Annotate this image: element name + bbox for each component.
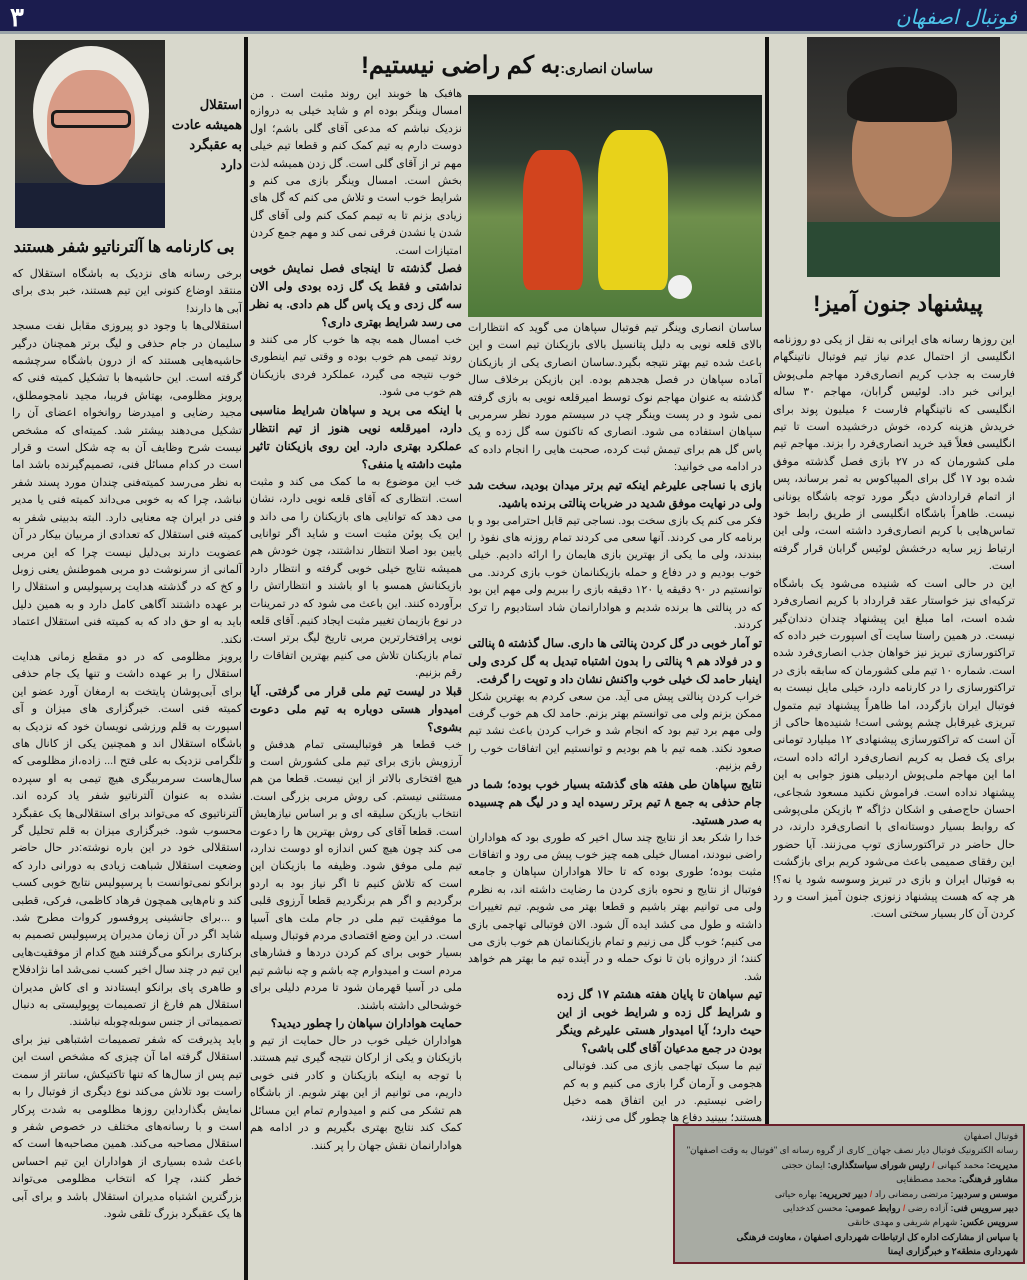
credits-thanks: با سپاس از مشارکت اداره کل ارتباطات شهرداری اصفهان ، معاونت فرهنگی [736, 1231, 1018, 1242]
credits-tech: دبیر سرویس فنی: آزاده رضی / روابط عمومی: محسن کدخدایی [782, 1203, 1018, 1214]
interview-question: بازی با نساجی علیرغم اینکه تیم برتر میدان بودید، سخت شد ولی در نهایت موفق شدید در ضربات پنالتی برنده باشید. [468, 478, 762, 510]
interview-question: نتایج سپاهان طی هفته های گذشته بسیار خوب بوده؛ شما در جام حذفی به جمع ۸ تیم برتر رسیده اید و در لیگ هم چسبیده به صدر هستید. [468, 777, 763, 827]
winfried-schaefer-photo [15, 40, 165, 228]
interview-answer: تیم ما سبک تهاجمی بازی می کند. فوتبالی هجومی و آرمان گرا بازی می کنیم و به کم راضی نیستیم. در این اتفاق همه دخیل هستند؛ ببینید دفاع ها چطور گل می زنند، [563, 1060, 762, 1125]
interview-question: فصل گذشته تا اینجای فصل نمایش خوبی نداشتی و فقط یک گل زده بودی ولی الان سه گل زدی و یک پاس گل هم دادی. به نظر می رسد شرایط بهتری داری؟ [250, 262, 462, 330]
middle-article-body-right [468, 320, 762, 1128]
match-photo [468, 95, 762, 317]
interview-question: تو آمار خوبی در گل کردن پنالتی ها داری. سال گذشته ۵ پنالتی و در فولاد هم ۹ پنالتی را بدون اشتباه تبدیل به گل کردی ولی اینبار حامد لک خیلی خوب واکنش نشان داد و توپت را گرفت. [468, 636, 762, 686]
paragraph: پرویز مظلومی که در دو مقطع زمانی هدایت استقلال را بر عهده داشت و تنها یک جام حذفی برای آبی‌پوشان پایتخت به ارمغان آورد عضو این کمیته فنی است. خبرگزاری های میزان و آی اسپورت به قلم ورزشی نویسان خود که نزدیک به باشگاه استقلال اند و همچنین یکی از کانال های تلگرامی نزدیک به علی فتح ا... زاده،از مظلومی که سال‌هاست سرمربیگری هیچ تیمی به او سپرده نشده به عنوان آلترناتیو شفر یاد کرده اند. آلترناتیوی که می‌تواند برای استقلالی‌ها یک عقبگرد محسوب شود. خبرگزاری میزان به قلم تحلیل گر استقلالی خود در این باره نوشته:در حال حاضر وضعیت استقلال شباهت زیادی به دورانی دارد که برانکو نمی‌توانست با پرسپولیس نتایج خوبی کسب کند و نام‌هایی همچون فرهاد کاظمی، فرکی، قطبی و ...برای جانشینی پروفسور کروات مطرح شد. شاید اگر در آن زمان مدیران پرسپولیس تصمیم به برکناری برانکو می‌گرفتند هیچ کدام از موفقیت‌هایی این تیم در چند سال اخیر کسب نمی‌شد اما نژادفلاح و طاهری پای برانکو ایستادند و ای کاش مدیران استقلال هم فارغ از تصمیمات پوپولیستی به دنبال تصمیماتی از جنس سوبله‌چوبله نباشند. [12, 650, 242, 1029]
middle-article-title [250, 40, 764, 84]
paragraph: این روزها رسانه های ایرانی به نقل از یکی دو روزنامه انگلیسی از احتمال عدم نیاز تیم فوتبال ناتینگهام فارست به جذب کریم انصاری‌فرد مهاجم ملی‌پوش ایرانی خبر داد. لوئیس گرابان، مهاجم ۳۰ ساله انگلیسی که ناتینگهام فارست ۶ میلیون پوند برای خریدش هزینه کرده، خوش درخشیده است تا تیم انگلیسی فعلاً قید خرید انصاری‌فرد را بزند. مهاجم تیم ملی کشورمان که در ۲۷ بازی فصل گذشته موفق شده بود ۱۷ گل برای المپیاکوس به ثمر برساند، پس از اتمام قراردادش دیگر مورد توجه باشگاه یونانی نیست. ظاهراً باشگاه انگلیسی از طریق رابط خود تماس‌هایی با کریم انصاری‌فرد داشته است، ولی این ارتباط زیر سایه درخشش لوئیس گرابان قرار گرفته است. [773, 334, 1016, 573]
credits-management: مدیریت: محمد کیهانی / رئیس شورای سیاستگذاری: ایمان حجتی [781, 1159, 1018, 1170]
page-number: ۳ [10, 2, 24, 32]
column-divider [765, 37, 769, 1127]
interview-answer: هواداران خیلی خوب در حال حمایت از تیم و بازیکنان و یکی از ارکان نتیجه گیری تیم هستند. با توجه به اینکه بازیکنان و کادر فنی خوبی داریم، می توانیم از این بهتر شویم. از باشگاه هم تشکر می کنم و امیدوارم تمام این مسائل کمک کند نتایج بهتری بگیریم و در ادامه هم هوادارانمان نقش جهان را پر کنند. [250, 1035, 462, 1152]
interview-answer: فکر می کنم یک بازی سخت بود. نساجی تیم قابل احترامی بود و با برنامه کار می کردند. آنها سعی می کردند تمام روزنه های نفوذ را ببندند، ولی ما یکی از بهترین بازی هایمان را ارائه دادیم. خیلی خوب بودیم و در دفاع و حمله بازیکنانمان خوب بازی کردند. می توانستیم در ۹۰ دقیقه یا ۱۲۰ دقیقه بازی را ببریم ولی مهم این بود که در پنالتی ها برنده شدیم و هوادارانمان شاد استادیوم را ترک کردند. [468, 514, 762, 632]
interview-answer: هافبک ها خوبند این روند مثبت است . من امسال وینگر بوده ام و شاید خیلی به دروازه نزدیک نباشم که مدعی آقای گلی باشم؛ اول دوست دارم به تیم کمک کنم و قطعا تیم خیلی مهم تر از آقای گلی است. گل زدن همیشه لذت بخش است. امسال وینگر بازی می کنم و شرایط خوب است و تلاش می کنم که گل های زیادی بزنم تا به تیمم کمک کنم ولی آقای گل شدن یا نشدن فرقی نمی کند و مهم جمع کردن امتیازات است. [250, 88, 462, 257]
title-main: به کم راضی نیستیم! [360, 52, 561, 79]
interview-question: حمایت هواداران سپاهان را چطور دیدید؟ [270, 1017, 462, 1031]
interview-question: تیم سپاهان تا پایان هفته هشتم ۱۷ گل زده و شرایط گل زده و شرایط خوبی از این حیث دارد؛ آیا امیدوار هستی علیرغم وینگر بودن در جمع مدعیان آقای گلی باشی؟ [557, 988, 762, 1056]
credits-box [673, 1124, 1025, 1264]
paragraph: این در حالی است که شنیده می‌شود یک باشگاه ترکیه‌ای نیز خواستار عقد قرارداد با کریم انصاری‌فرد شده است، اما مبلغ این پیشنهاد چندان دندان‌گیر نیست. در همین راستا سایت آی اسپورت خبر داده که تراکتورسازی تبریز نیز خواهان جذب انصاری‌فرد شده است. شماره ۱۰ تیم ملی کشورمان که سابقه بازی در تراکتورسازی را در کارنامه دارد، خیلی مایل نیست به فوتبال ایران بازگردد، اما ظاهراً پیشنهاد تیم متمول تبریزی غیرقابل چشم پوشی است! شنیده‌ها حاکی از آن است که تراکتورسازی پیشنهادی ۱۲ میلیارد تومانی برای یک فصل به کریم انصاری‌فرد ارائه داده است، اما این مهاجم ملی‌پوش اردبیلی هنوز جوابی به این پیشنهاد نداده است. فراموش نکنید مسعود شجاعی، احسان حاج‌صفی و اشکان دژاگه ۳ بازیکن ملی‌پوشی که روابط بسیار دوستانه‌ای با انصاری‌فرد دارند، در حال حاضر در تراکتورسازی توپ می‌زنند. آیا حضور این رفقای صمیمی باعث می‌شود کریم برای بازگشت به فوتبال ایران و بازی در تبریز وسوسه شود یا نه؟! هر چه که هست پیشنهاد زنوزی جنون آمیز است و رد کردن آن کار بسیار سختی است. [773, 577, 1015, 921]
credits-description: رسانه الکترونیک فوتبال دیار نصف جهان_ کاری از گروه رسانه ای "فوتبال به وقت اصفهان" [686, 1145, 1018, 1156]
middle-article-body-left [250, 86, 462, 1155]
right-article-headline: پیشنهاد جنون آمیز! [813, 291, 983, 316]
interview-answer: خدا را شکر بعد از نتایج چند سال اخیر که طوری بود که هواداران راضی نبودند، امسال خیلی همه چیز خوب پیش می رود و اتفاقات مثبت بوده؛ طوری بوده که تا حالا هواداران سپاهان و جامعه فوتبال از نتایج و نحوه بازی کردن ما رضایت داشته اند، به نظرم ولی می توانیم بهتر باشیم و قطعا بهتر می شویم. تیم تغییرات داشته و طول می کشد ایده آل شود. الان فوتبالی تهاجمی بازی می کنیم؛ خوب گل می زنیم و تمام بازیکنانمان هم خوب بازی می کنند؛ از دروازه بان تا نوک حمله و در آینده تیم ما بهتر هم خواهد شد. [468, 831, 762, 983]
title-lead: ساسان انصاری: [560, 60, 654, 76]
interview-question: قبلا در لیست تیم ملی قرار می گرفتی. آیا امیدوار هستی دوباره به تیم ملی دعوت بشوی؟ [250, 684, 462, 734]
interview-answer: خب این موضوع به ما کمک می کند و مثبت است. انتظاری که آقای قلعه نویی دارد، نشان می دهد که توانایی های بازیکنان را می داند و این یک پوئن مثبت است و شاید اگر توانایی پایین بود اصلا انتظار نداشتند، چون خودش هم همیشه نتایج خیلی خوبی گرفته و انتظار دارد بازیکنانش همسو با او باشند و انتظاراتش را برآورده کنند. این باعث می شود که در تمرینات در نوع بازیمان تغییر مثبت ایجاد کنیم. آقای قلعه نویی پرافتخارترین مربی تاریخ لیگ برتر است. تمام بازیکنان تلاش می کنیم بهترین اتفاقات را رقم بزنیم. [250, 475, 462, 680]
masthead [0, 0, 1027, 34]
right-article-body [773, 332, 1015, 924]
interview-answer: خراب کردن پنالتی پیش می آید. من سعی کردم به بهترین شکل ممکن بزنم ولی می توانستم بهتر بزنم. حامد لک هم خوب گرفت ولی مهم برد تیم بود که انجام شد و خراب کردن باعث نشد تیم صعود نکند. همه تیم با هم بودیم و توانستیم این اتفاقات خوب را رقم بزنیم. [468, 690, 762, 773]
credits-thanks: شهرداری منطقه۲ و خبرگزاری ایمنا [887, 1246, 1018, 1257]
interview-answer: خب قطعا هر فوتبالیستی تمام هدفش و آرزویش بازی برای تیم ملی کشورش است و هیچ افتخاری بالاتر از این نیست. قطعا من هم مستثنی نیستم. کی روش مربی بزرگی است. انتخاب بازیکن سلیقه ای و بر اساس نیازهایش است. قطعا آقای کی روش بهترین ها را دعوت می کند چون هیچ کس اندازه او دوست ندارد، تیم ملی موفق شود. وظیفه ما بازیکنان این است که تلاش کنیم تا اگر نیاز بود به اردو برگردیم و اگر هم برنگردیم قطعا آرزوی قلبی ما موفقیت تیم ملی در جام ملت های آسیا است. در این وضع اقتصادی مردم فوتبال وسیله بسیار خوبی برای کم کردن دردها و فشارهای مردم است و امیدوارم چه باشم و چه نباشم تیم ملی در آسیا قهرمان شود تا مردم دلیلی برای خوشحالی داشته باشند. [250, 738, 462, 1012]
credits-publication: فوتبال اصفهان [963, 1131, 1018, 1141]
interview-question: با اینکه می برید و سپاهان شرایط مناسبی دارد، امیرقلعه نویی هنوز از تیم انتظار عملکرد بهتری دارد. این روی بازیکنان تاثیر مثبت داشته یا منفی؟ [250, 403, 462, 471]
newspaper-logo: فوتبال اصفهان [895, 5, 1017, 29]
column-divider [244, 37, 248, 1280]
credits-founder: موسس و سردبیر: مرتضی رمضانی راد / دبیر تحریریه: بهاره حیاتی [774, 1188, 1018, 1199]
paragraph: باید پذیرفت که شفر تصمیمات اشتباهی نیز برای استقلال گرفته اما آن چیزی که مشخص است این تیم پس از سال‌ها که تنها تاکتیکش، سانتر از سمت راست بود تلاش می‌کند نوع دیگری از فوتبال را به نمایش بگذارداین روزها مظلومی به شدت پرکار است و با رسانه‌های مختلف در خصوص شفر و استقلال مصاحبه می‌کند. همین مصاحبه‌ها است که باعث شده بسیاری از هواداران این تیم احساس خطر کنند، چرا که انتخاب مظلومی می‌تواند بزرگترین اشتباه مدیران استقلال باشد و برای آبی ها یک عقبگرد بزرگ تلقی شود. [12, 1033, 242, 1220]
left-article-headline: بی کارنامه ها آلترناتیو شفر هستند [13, 239, 235, 256]
left-article-body [12, 266, 242, 1223]
karim-ansarifard-photo [807, 37, 1000, 277]
paragraph: استقلالی‌ها با وجود دو پیروزی مقابل نفت مسجد سلیمان در جام حذفی و لیگ برتر همچنان درگیر حاشیه‌هایی هستند که از درون باشگاه سرچشمه گرفته است. این حاشیه‌ها با تشکیل کمیته فنی که پرویز مظلومی، بهتاش فریبا، مجید نامجومطلق، مجید رضایی و امیدرضا روانخواه اعضای آن را تشکیل می‌دهند بیشتر شد. کمیته‌ای که مشخص نیست شرح وظایف آن به چه شکل است و قرار است در کدام مسائل فنی، تصمیم‌گیرنده باشد اما به نظر می‌رسد کمیته‌فنی چندان مورد پسند شفر نباشد، چرا که به خوبی می‌داند کمیته فنی یا مدیر فنی در ایران چه معنایی دارد. البته بدبینی شفر به کمیته فنی استقلال که تعدادی از مربیان بیکار در آن عضویت دارند بی‌دلیل نیست چرا که این مربی آلمانی از سرنوشت دو مربی هموطنش یعنی زوبل و کخ که در گذشته هدایت پرسپولیس و استقلال را بر عهده داشتند آگاهی کامل دارد و به همین دلیل باید به او حق داد که به کمیته فنی استقلال اعتماد نکند. [12, 320, 242, 646]
paragraph: برخی رسانه های نزدیک به باشگاه استقلال که منتقد اوضاع کنونی این تیم هستند، خبر بدی برای آبی ها دارند! [12, 268, 242, 315]
side-quote: استقلال همیشه عادت به عقبگرد دارد [171, 97, 242, 172]
credits-cultural: مشاور فرهنگی: محمد مصطفایی [896, 1174, 1018, 1185]
credits-photo: سرویس عکس: شهرام شریفی و مهدی خانقی [847, 1217, 1018, 1228]
intro-paragraph: ساسان انصاری وینگر تیم فوتبال سپاهان می گوید که انتظارات بالای قلعه نویی به دلیل پتانسیل بالای بازیکنان تیم است و این باعث شده تیم بهتر نتیجه بگیرد.ساسان انصاری یکی از بازیکنان آماده سپاهان در فصل هجدهم بوده. این بازیکن برخلاف سال گذشته به عنوان مهاجم نوک توسط امیرقلعه نویی به بازی گرفته نمی شود و در پست وینگر چپ در سیستم مورد نظر سرمربی سپاهان استفاده می شود. انصاری که تاکنون سه گل زده و یک پاس گل هم برای تیمش ثبت کرده، صحبت هایی را انجام داده که در ادامه می خوانید: [468, 322, 762, 474]
interview-answer: خب امسال همه بچه ها خوب کار می کنند و روند تیمی هم خوب بوده و وقتی تیم اینطوری خوب نتیجه می گیرد، عملکرد فردی بازیکنان هم خوب می شود. [250, 334, 462, 399]
